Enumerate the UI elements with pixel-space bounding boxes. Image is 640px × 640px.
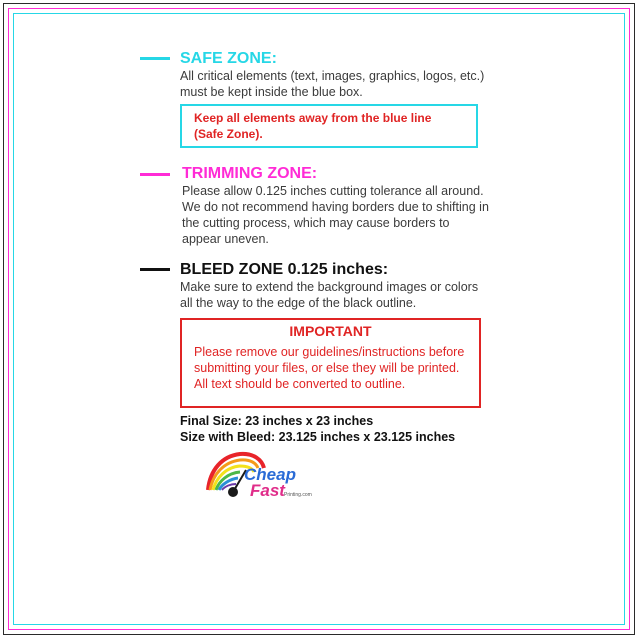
- important-line-1: Please remove our guidelines/instructions before: [194, 345, 465, 359]
- trim-line-2: We do not recommend having borders due to shifting in: [182, 200, 489, 214]
- bleed-size: Size with Bleed: 23.125 inches x 23.125 inches: [180, 430, 456, 444]
- safe-callout-line-1: Keep all elements away from the blue line: [194, 111, 432, 125]
- bleed-line-1: Make sure to extend the background images or colors: [180, 280, 479, 294]
- size-info: [180, 413, 455, 445]
- trim-zone-title: TRIMMING ZONE:: [182, 165, 318, 182]
- safe-zone-swatch: [140, 57, 170, 60]
- safe-zone-title: SAFE ZONE:: [180, 50, 277, 67]
- important-title: IMPORTANT: [289, 323, 372, 339]
- trim-zone-swatch: [140, 173, 170, 176]
- safe-line-2: must be kept inside the blue box.: [180, 85, 363, 99]
- bleed-zone-text: [180, 279, 478, 311]
- cheapfastprinting-logo: [200, 448, 320, 506]
- important-line-3: All text should be converted to outline.: [194, 377, 406, 391]
- important-line-2: submitting your files, or else they will be printed.: [194, 361, 460, 375]
- trim-line-4: appear uneven.: [182, 232, 269, 246]
- safe-zone-text: [180, 68, 484, 100]
- trim-line-3: the cutting process, which may cause borders to: [182, 216, 450, 230]
- trim-line-1: Please allow 0.125 inches cutting tolerance all around.: [182, 184, 484, 198]
- final-size: Final Size: 23 inches x 23 inches: [180, 414, 374, 428]
- logo-word-cheap: Cheap: [244, 465, 296, 484]
- safe-callout-line-2: (Safe Zone).: [194, 127, 263, 141]
- bleed-zone-swatch: [140, 268, 170, 271]
- safe-line-1: All critical elements (text, images, graphics, logos, etc.): [180, 69, 485, 83]
- safe-zone-callout: [180, 104, 478, 148]
- logo-word-printing: Printing.com: [284, 492, 312, 498]
- trim-zone-text: [182, 183, 489, 247]
- important-box: [180, 318, 481, 408]
- logo-word-fast: Fast: [250, 481, 285, 500]
- bleed-zone-title: BLEED ZONE 0.125 inches:: [180, 261, 389, 278]
- bleed-line-2: all the way to the edge of the black outline.: [180, 296, 417, 310]
